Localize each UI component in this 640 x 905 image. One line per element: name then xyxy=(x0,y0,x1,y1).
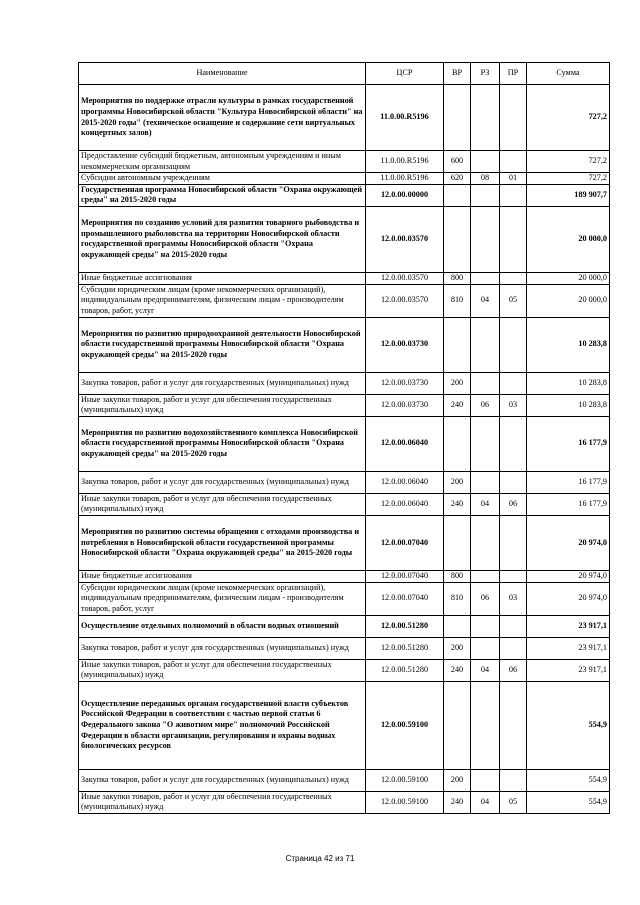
cell-csr: 12.0.00.59100 xyxy=(366,791,444,813)
cell-name: Субсидии автономным учреждениям xyxy=(79,173,366,185)
cell-csr: 12.0.00.06040 xyxy=(366,471,444,493)
cell-sum: 727,2 xyxy=(527,151,610,173)
cell-csr: 12.0.00.03730 xyxy=(366,394,444,416)
table-row xyxy=(79,471,610,493)
table-row xyxy=(79,637,610,659)
cell-name: Закупка товаров, работ и услуг для государственных (муниципальных) нужд xyxy=(79,769,366,791)
header-rz: РЗ xyxy=(471,63,500,85)
cell-rz xyxy=(471,372,500,394)
cell-sum: 16 177,9 xyxy=(527,416,610,471)
cell-name: Иные закупки товаров, работ и услуг для обеспечения государственных (муниципальных) нужд xyxy=(79,791,366,813)
table-row xyxy=(79,173,610,185)
cell-csr: 12.0.00.51280 xyxy=(366,615,444,637)
cell-rz xyxy=(471,85,500,151)
cell-pr xyxy=(500,637,527,659)
cell-pr xyxy=(500,769,527,791)
cell-name: Мероприятия по развитию системы обращения с отходами производства и потребления в Новосибирской области государственной программы Новосибирской области "Охрана окружающей среды" на 2015-2020 годы xyxy=(79,515,366,570)
cell-name: Иные бюджетные ассигнования xyxy=(79,272,366,284)
cell-vr: 200 xyxy=(444,372,471,394)
cell-vr: 240 xyxy=(444,791,471,813)
header-vr: ВР xyxy=(444,63,471,85)
cell-name: Мероприятия по созданию условий для развития товарного рыбоводства и промышленного рыболовства на территории Новосибирской области государственной программы Новосибирской области "Охрана окружающей среды" на 2015-2020 годы xyxy=(79,206,366,272)
cell-name: Мероприятия по развитию природоохранной деятельности Новосибирской области государственной программы Новосибирской области "Охрана окружающей среды" на 2015-2020 годы xyxy=(79,317,366,372)
table-row xyxy=(79,394,610,416)
cell-vr xyxy=(444,515,471,570)
cell-vr: 200 xyxy=(444,471,471,493)
cell-csr: 12.0.00.06040 xyxy=(366,493,444,515)
cell-sum: 727,2 xyxy=(527,85,610,151)
cell-vr: 800 xyxy=(444,570,471,582)
cell-name: Предоставление субсидий бюджетным, автономным учреждениям и иным некоммерческим организациям xyxy=(79,151,366,173)
table-row xyxy=(79,681,610,769)
cell-sum: 20 000,0 xyxy=(527,272,610,284)
cell-sum: 23 917,1 xyxy=(527,637,610,659)
cell-csr: 12.0.00.03570 xyxy=(366,284,444,317)
cell-csr: 12.0.00.03730 xyxy=(366,372,444,394)
cell-vr xyxy=(444,85,471,151)
cell-vr xyxy=(444,681,471,769)
cell-name: Осуществление переданных органам государственной власти субъектов Российской Федерации в соответствии с частью первой статьи 6 Федерального закона "О животном мире" полномочий Российской Федерации в области организации, регулирования и охраны водных биологических ресурсов xyxy=(79,681,366,769)
cell-sum: 554,9 xyxy=(527,791,610,813)
table-row xyxy=(79,151,610,173)
cell-rz xyxy=(471,515,500,570)
cell-vr xyxy=(444,184,471,206)
cell-rz: 04 xyxy=(471,284,500,317)
cell-pr: 03 xyxy=(500,582,527,615)
cell-sum: 20 974,0 xyxy=(527,582,610,615)
cell-vr xyxy=(444,206,471,272)
cell-pr xyxy=(500,85,527,151)
cell-sum: 20 000,0 xyxy=(527,284,610,317)
cell-csr: 12.0.00.51280 xyxy=(366,637,444,659)
header-csr: ЦСР xyxy=(366,63,444,85)
cell-name: Мероприятия по поддержке отрасли культуры в рамках государственной программы Новосибирской области "Культура Новосибирской области" на 2015-2020 годы" (техническое оснащение и содержание сети виртуальных концертных залов) xyxy=(79,85,366,151)
cell-vr: 200 xyxy=(444,769,471,791)
cell-sum: 16 177,9 xyxy=(527,493,610,515)
cell-name: Субсидии юридическим лицам (кроме некоммерческих организаций), индивидуальным предпринимателям, физическим лицам - производителям товаров, работ, услуг xyxy=(79,284,366,317)
cell-rz xyxy=(471,637,500,659)
cell-csr: 12.0.00.00000 xyxy=(366,184,444,206)
cell-csr: 11.0.00.R5196 xyxy=(366,151,444,173)
cell-vr: 800 xyxy=(444,272,471,284)
cell-rz: 04 xyxy=(471,659,500,681)
cell-pr xyxy=(500,272,527,284)
cell-csr: 12.0.00.06040 xyxy=(366,416,444,471)
table-row xyxy=(79,272,610,284)
table-row xyxy=(79,769,610,791)
cell-pr: 05 xyxy=(500,284,527,317)
cell-sum: 727,2 xyxy=(527,173,610,185)
cell-csr: 12.0.00.03570 xyxy=(366,272,444,284)
cell-sum: 10 283,8 xyxy=(527,394,610,416)
cell-csr: 12.0.00.07040 xyxy=(366,515,444,570)
cell-sum: 554,9 xyxy=(527,769,610,791)
cell-rz xyxy=(471,272,500,284)
table-row xyxy=(79,659,610,681)
cell-csr: 12.0.00.59100 xyxy=(366,769,444,791)
cell-name: Государственная программа Новосибирской области "Охрана окружающей среды" на 2015-2020 годы xyxy=(79,184,366,206)
cell-name: Субсидии юридическим лицам (кроме некоммерческих организаций), индивидуальным предпринимателям, физическим лицам - производителям товаров, работ, услуг xyxy=(79,582,366,615)
cell-pr xyxy=(500,615,527,637)
cell-pr xyxy=(500,184,527,206)
cell-pr: 05 xyxy=(500,791,527,813)
cell-sum: 20 974,0 xyxy=(527,515,610,570)
cell-pr xyxy=(500,570,527,582)
cell-pr: 06 xyxy=(500,493,527,515)
cell-sum: 189 907,7 xyxy=(527,184,610,206)
cell-name: Закупка товаров, работ и услуг для государственных (муниципальных) нужд xyxy=(79,471,366,493)
cell-csr: 11.0.00.R5196 xyxy=(366,173,444,185)
cell-rz xyxy=(471,416,500,471)
cell-csr: 11.0.00.R5196 xyxy=(366,85,444,151)
cell-sum: 16 177,9 xyxy=(527,471,610,493)
cell-name: Осуществление отдельных полномочий в области водных отношений xyxy=(79,615,366,637)
cell-rz xyxy=(471,206,500,272)
cell-pr: 01 xyxy=(500,173,527,185)
cell-rz xyxy=(471,471,500,493)
cell-csr: 12.0.00.07040 xyxy=(366,570,444,582)
table-row xyxy=(79,372,610,394)
cell-vr: 810 xyxy=(444,284,471,317)
table-row xyxy=(79,493,610,515)
cell-name: Иные закупки товаров, работ и услуг для обеспечения государственных (муниципальных) нужд xyxy=(79,659,366,681)
table-row xyxy=(79,206,610,272)
cell-rz: 08 xyxy=(471,173,500,185)
table-row xyxy=(79,515,610,570)
cell-sum: 23 917,1 xyxy=(527,615,610,637)
cell-rz xyxy=(471,570,500,582)
cell-vr xyxy=(444,416,471,471)
table-body xyxy=(79,85,610,814)
cell-csr: 12.0.00.07040 xyxy=(366,582,444,615)
table-row xyxy=(79,570,610,582)
cell-vr xyxy=(444,615,471,637)
cell-name: Иные закупки товаров, работ и услуг для обеспечения государственных (муниципальных) нужд xyxy=(79,394,366,416)
table-row xyxy=(79,615,610,637)
table-row xyxy=(79,184,610,206)
cell-rz: 04 xyxy=(471,791,500,813)
header-pr: ПР xyxy=(500,63,527,85)
table-header-row xyxy=(79,63,610,85)
cell-rz xyxy=(471,615,500,637)
header-sum: Сумма xyxy=(527,63,610,85)
cell-pr xyxy=(500,151,527,173)
header-name: Наименование xyxy=(79,63,366,85)
cell-csr: 12.0.00.51280 xyxy=(366,659,444,681)
cell-sum: 10 283,8 xyxy=(527,317,610,372)
cell-rz xyxy=(471,184,500,206)
page-number: Страница 42 из 71 xyxy=(285,854,355,863)
cell-pr xyxy=(500,206,527,272)
cell-sum: 10 283,8 xyxy=(527,372,610,394)
cell-vr xyxy=(444,317,471,372)
cell-pr xyxy=(500,317,527,372)
cell-sum: 20 000,0 xyxy=(527,206,610,272)
cell-rz: 06 xyxy=(471,582,500,615)
cell-vr: 240 xyxy=(444,659,471,681)
table-row xyxy=(79,284,610,317)
cell-pr: 06 xyxy=(500,659,527,681)
cell-pr xyxy=(500,681,527,769)
cell-rz: 04 xyxy=(471,493,500,515)
cell-pr xyxy=(500,416,527,471)
table-row xyxy=(79,317,610,372)
cell-csr: 12.0.00.03730 xyxy=(366,317,444,372)
cell-vr: 240 xyxy=(444,493,471,515)
cell-rz xyxy=(471,681,500,769)
cell-name: Иные бюджетные ассигнования xyxy=(79,570,366,582)
table-row xyxy=(79,85,610,151)
cell-pr xyxy=(500,471,527,493)
cell-rz xyxy=(471,769,500,791)
cell-name: Закупка товаров, работ и услуг для государственных (муниципальных) нужд xyxy=(79,372,366,394)
table-row xyxy=(79,582,610,615)
cell-sum: 554,9 xyxy=(527,681,610,769)
cell-vr: 620 xyxy=(444,173,471,185)
cell-pr xyxy=(500,515,527,570)
cell-name: Закупка товаров, работ и услуг для государственных (муниципальных) нужд xyxy=(79,637,366,659)
table-row xyxy=(79,791,610,813)
cell-pr xyxy=(500,372,527,394)
cell-vr: 200 xyxy=(444,637,471,659)
cell-sum: 20 974,0 xyxy=(527,570,610,582)
cell-sum: 23 917,1 xyxy=(527,659,610,681)
cell-name: Иные закупки товаров, работ и услуг для обеспечения государственных (муниципальных) нужд xyxy=(79,493,366,515)
cell-rz xyxy=(471,151,500,173)
cell-pr: 03 xyxy=(500,394,527,416)
cell-rz: 06 xyxy=(471,394,500,416)
cell-csr: 12.0.00.59100 xyxy=(366,681,444,769)
cell-csr: 12.0.00.03570 xyxy=(366,206,444,272)
cell-rz xyxy=(471,317,500,372)
cell-vr: 600 xyxy=(444,151,471,173)
table-row xyxy=(79,416,610,471)
cell-vr: 810 xyxy=(444,582,471,615)
cell-vr: 240 xyxy=(444,394,471,416)
cell-name: Мероприятия по развитию водохозяйственного комплекса Новосибирской области государственной программы Новосибирской области "Охрана окружающей среды" на 2015-2020 годы xyxy=(79,416,366,471)
budget-table xyxy=(78,62,610,814)
